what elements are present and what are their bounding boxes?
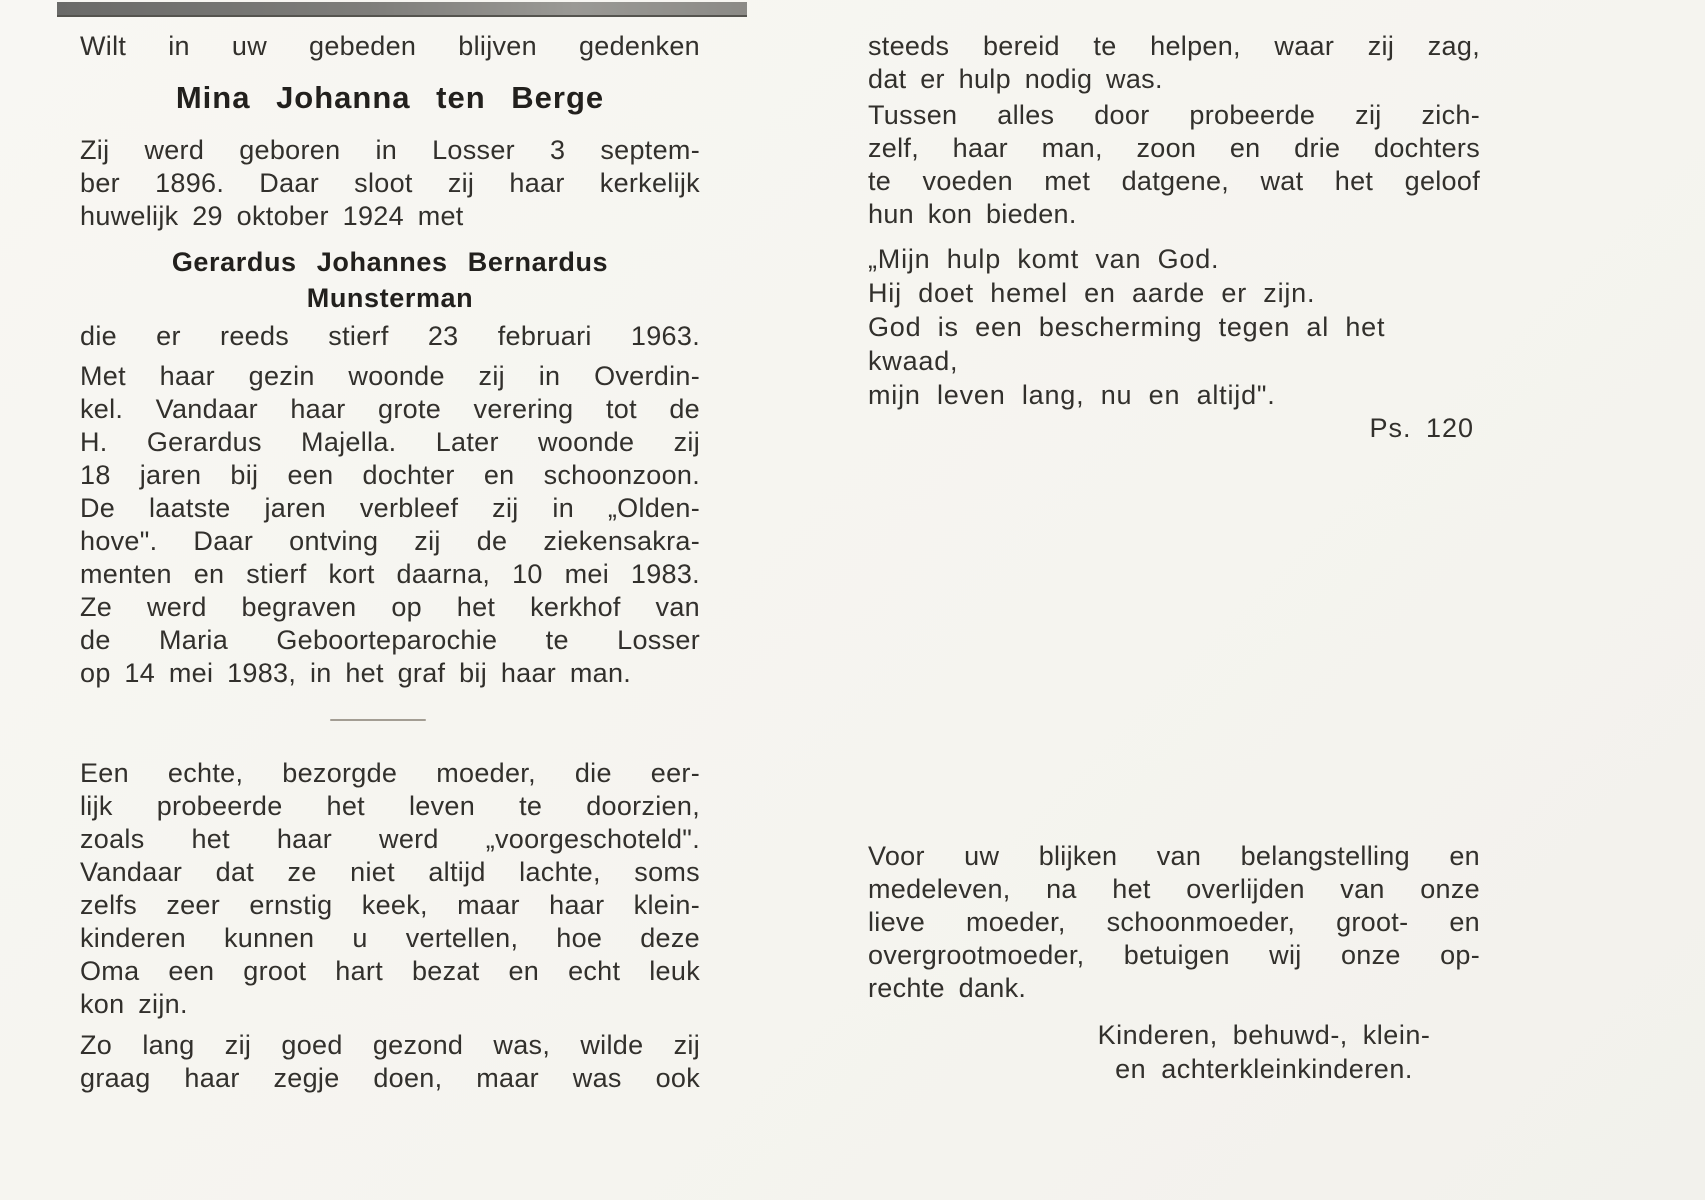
text-line: zoals het haar werd „voorgeschoteld". bbox=[80, 824, 700, 854]
life-paragraph bbox=[80, 360, 700, 690]
husband-death-line: die er reeds stierf 23 februari 1963. bbox=[80, 321, 700, 351]
text-line: dat er hulp nodig was. bbox=[868, 64, 1163, 94]
text-line: lijk probeerde het leven te doorzien, bbox=[80, 791, 700, 821]
text-line: kel. Vandaar haar grote verering tot de bbox=[80, 394, 700, 424]
text-line: steeds bereid te helpen, waar zij zag, bbox=[868, 31, 1480, 61]
text-line: Ze werd begraven op het kerkhof van bbox=[80, 592, 700, 622]
text-line: overgrootmoeder, betuigen wij onze op- bbox=[868, 940, 1480, 970]
text-line: God is een bescherming tegen al het bbox=[868, 312, 1386, 342]
signature-line: Kinderen, behuwd-, klein- bbox=[1097, 1020, 1431, 1050]
text-line: Vandaar dat ze niet altijd lachte, soms bbox=[80, 857, 700, 887]
text-line: Met haar gezin woonde zij in Overdin- bbox=[80, 361, 700, 391]
text-line: Een echte, bezorgde moeder, die eer- bbox=[80, 758, 700, 788]
husband-name-line: Gerardus Johannes Bernardus bbox=[171, 247, 609, 277]
faith-paragraph bbox=[868, 99, 1480, 231]
text-line: kon zijn. bbox=[80, 989, 188, 1019]
text-line: H. Gerardus Majella. Later woonde zij bbox=[80, 427, 700, 457]
closing-paragraph bbox=[80, 1029, 700, 1095]
text-line: medeleven, na het overlijden van onze bbox=[868, 874, 1480, 904]
text-line: 18 jaren bij een dochter en schoonzoon. bbox=[80, 460, 700, 490]
text-line: Zij werd geboren in Losser 3 septem- bbox=[80, 135, 700, 165]
text-line: rechte dank. bbox=[868, 973, 1027, 1003]
text-line: De laatste jaren verbleef zij in „Olden- bbox=[80, 493, 700, 523]
text-line: op 14 mei 1983, in het graf bij haar man. bbox=[80, 658, 632, 688]
help-paragraph bbox=[868, 30, 1480, 96]
mother-paragraph bbox=[80, 757, 700, 1021]
text-line: Tussen alles door probeerde zij zich- bbox=[868, 100, 1480, 130]
intro-line: Wilt in uw gebeden blijven gedenken bbox=[80, 31, 700, 61]
text-line: kinderen kunnen u vertellen, hoe deze bbox=[80, 923, 700, 953]
thanks-paragraph bbox=[868, 840, 1480, 1005]
text-line: lieve moeder, schoonmoeder, groot- en bbox=[868, 907, 1480, 937]
birth-paragraph bbox=[80, 134, 700, 233]
text-line: kwaad, bbox=[868, 346, 959, 376]
text-line: menten en stierf kort daarna, 10 mei 1983. bbox=[80, 559, 700, 589]
text-line: zelfs zeer ernstig keek, maar haar klein- bbox=[80, 890, 700, 920]
left-column bbox=[80, 0, 700, 1200]
husband-name-heading bbox=[80, 244, 700, 316]
psalm-quote bbox=[868, 242, 1480, 412]
text-line: „Mijn hulp komt van God. bbox=[868, 244, 1220, 274]
text-line: Hij doet hemel en aarde er zijn. bbox=[868, 278, 1316, 308]
text-line: ber 1896. Daar sloot zij haar kerkelijk bbox=[80, 168, 700, 198]
husband-name-line: Munsterman bbox=[306, 283, 474, 313]
text-line: de Maria Geboorteparochie te Losser bbox=[80, 625, 700, 655]
text-line: Oma een groot hart bezat en echt leuk bbox=[80, 956, 700, 986]
signature-block bbox=[1040, 1018, 1488, 1086]
text-line: Voor uw blijken van belangstelling en bbox=[868, 841, 1480, 871]
text-line: zelf, haar man, zoon en drie dochters bbox=[868, 133, 1480, 163]
deceased-name: Mina Johanna ten Berge bbox=[175, 80, 605, 115]
section-divider bbox=[330, 719, 426, 721]
text-line: hove". Daar ontving zij de ziekensakra- bbox=[80, 526, 700, 556]
text-line: te voeden met datgene, wat het geloof bbox=[868, 166, 1480, 196]
text-line: Zo lang zij goed gezond was, wilde zij bbox=[80, 1030, 700, 1060]
signature-line: en achterkleinkinderen. bbox=[1115, 1054, 1413, 1084]
text-line: graag haar zegje doen, maar was ook bbox=[80, 1063, 700, 1093]
text-line: huwelijk 29 oktober 1924 met bbox=[80, 201, 464, 231]
psalm-reference: Ps. 120 bbox=[1369, 413, 1474, 443]
text-line: hun kon bieden. bbox=[868, 199, 1077, 229]
text-line: mijn leven lang, nu en altijd". bbox=[868, 380, 1276, 410]
